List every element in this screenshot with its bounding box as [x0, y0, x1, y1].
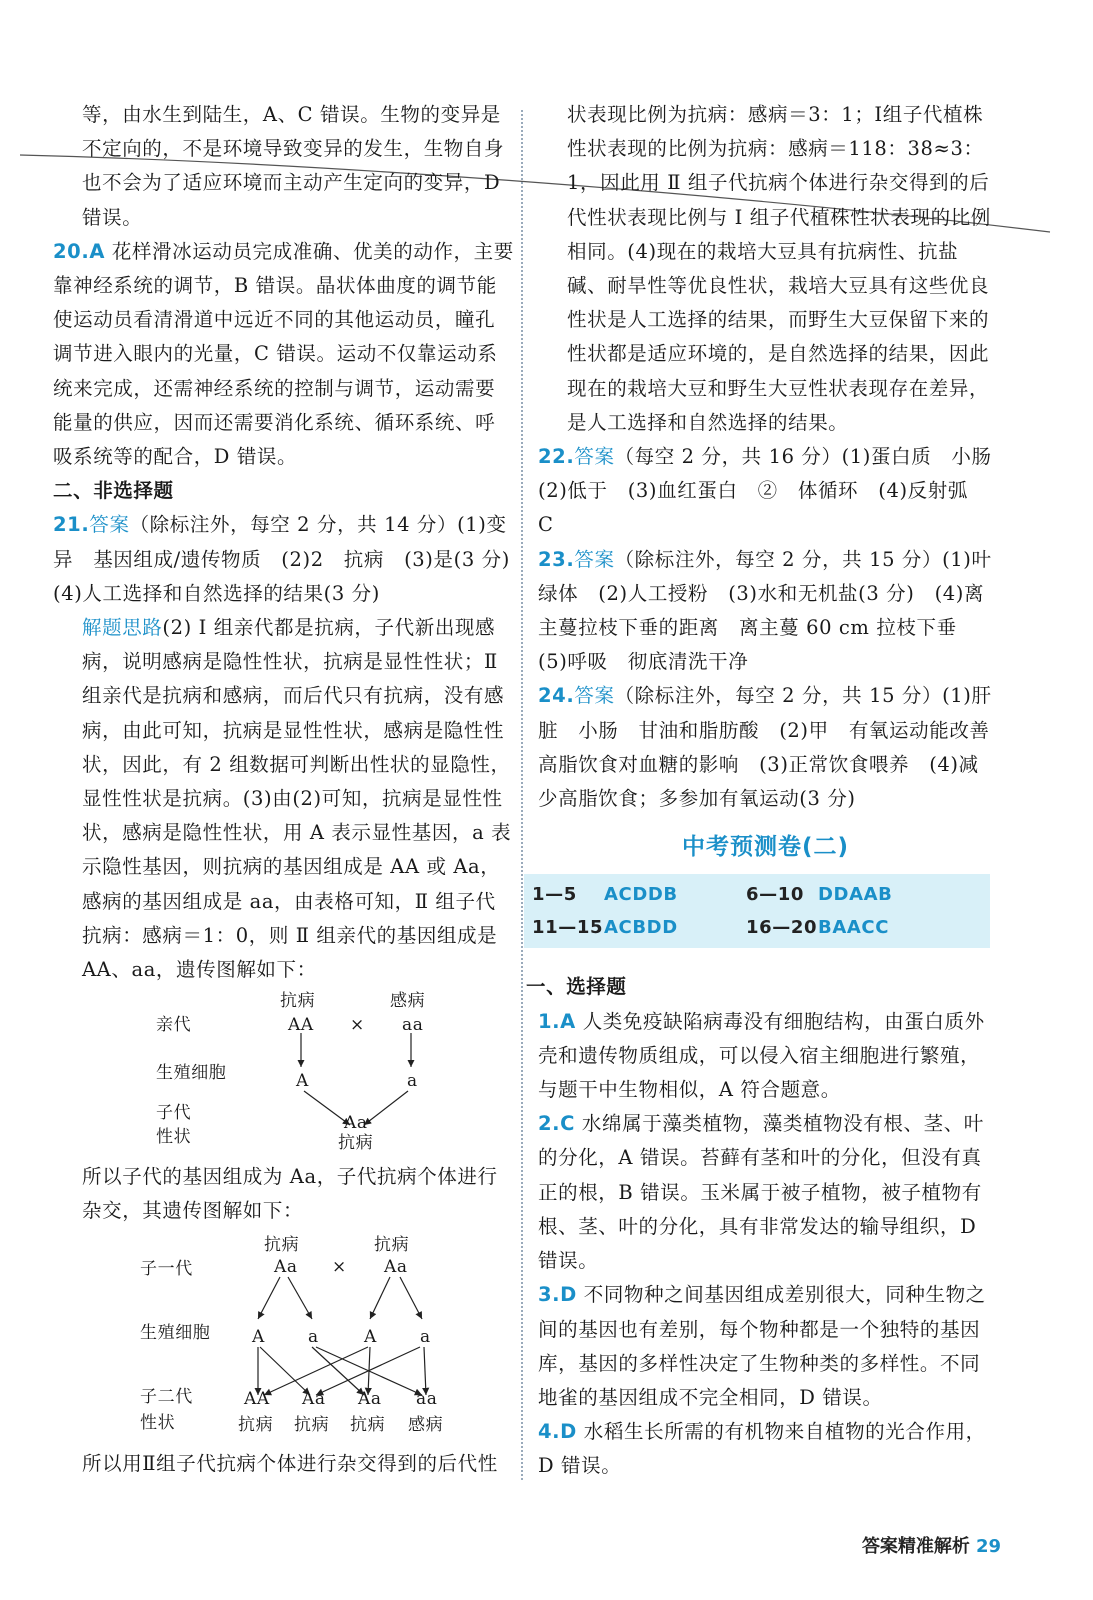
- question-text: （每空 2 分，共 16 分）(1)蛋白质 小肠 (2)低于 (3)血红蛋白 ② 体循环 (4)反射弧 C: [538, 445, 1012, 537]
- left-column: [53, 98, 531, 1481]
- question-text: （除标注外，每空 2 分，共 15 分）(1)肝脏 小肠 甘油和脂肪酸 (2)甲 有氧运动能改善高脂饮食对血糖的影响 (3)正常饮食喂养 (4)减少高脂饮食；多参加有氧运动(3 分): [538, 684, 992, 811]
- question-number: 20.A: [53, 239, 106, 263]
- cross-symbol: ×: [350, 1015, 365, 1036]
- question-2: [538, 1107, 993, 1278]
- question-23: [538, 543, 993, 680]
- paragraph: 状表现比例为抗病：感病＝3：1；Ⅰ组子代植株性状表现的比例为抗病：感病＝118：38≈3：1，因此用 Ⅱ 组子代抗病个体进行杂交得到的后代性状表现比例与 Ⅰ 组子代植株性状表现的比例相同。(4)现在的栽培大豆具有抗病性、抗盐碱、耐旱性等优良性状，栽培大豆具有这些优良性状是人工选择的结果，而野生大豆保留下来的性状都是适应环境的，是自然选择的结果，因此现在的栽培大豆和野生大豆性状表现存在差异，是人工选择和自然选择的结果。: [567, 103, 991, 434]
- question-21: [53, 508, 531, 611]
- question-1: [538, 1005, 993, 1108]
- answer-tag: 答案: [574, 684, 615, 708]
- question-text: 人类免疫缺陷病毒没有细胞结构，由蛋白质外壳和遗传物质组成，可以侵入宿主细胞进行繁殖，与题干中生物相似，A 符合题意。: [538, 1009, 985, 1102]
- question-number: 4.D: [538, 1420, 577, 1444]
- question-text: （除标注外，每空 2 分，共 15 分）(1)叶绿体 (2)人工授粉 (3)水和无机盐(3 分) (4)离主蔓拉枝下垂的距离 离主蔓 60 cm 拉枝下垂 (5)呼吸 彻底清洗干净: [538, 547, 992, 674]
- trait: 抗病: [338, 1133, 374, 1154]
- question-number: 22.: [538, 445, 575, 469]
- trait: 抗病: [280, 991, 316, 1012]
- row-label: 亲代: [156, 1015, 192, 1036]
- trait: 抗病: [294, 1414, 330, 1435]
- genotype: Aa: [384, 1256, 408, 1277]
- gamete: A: [364, 1326, 377, 1347]
- gamete: a: [407, 1071, 418, 1092]
- gamete: A: [252, 1326, 265, 1347]
- range: 16—20: [746, 917, 818, 939]
- trait: 抗病: [238, 1414, 274, 1435]
- row-label: 性状: [156, 1127, 192, 1148]
- answer-row: [532, 911, 982, 944]
- question-number: 2.C: [538, 1112, 576, 1136]
- question-3: [538, 1278, 993, 1415]
- section-heading: 二、非选择题: [53, 479, 174, 503]
- trait: 抗病: [264, 1234, 300, 1255]
- genotype: aa: [416, 1388, 438, 1409]
- row-label: 子二代: [140, 1386, 193, 1407]
- solution: [82, 611, 514, 987]
- trait: 感病: [408, 1414, 444, 1435]
- question-number: 3.D: [538, 1283, 577, 1307]
- genotype: aa: [402, 1015, 424, 1036]
- paragraph: 所以用Ⅱ组子代抗病个体进行杂交得到的后代性: [82, 1451, 498, 1475]
- cross-symbol: ×: [332, 1256, 347, 1277]
- trait: 抗病: [374, 1234, 410, 1255]
- page-footer: [862, 1532, 1001, 1558]
- question-24: [538, 679, 993, 816]
- answer-tag: 答案: [574, 445, 615, 469]
- answer-row: [532, 878, 982, 911]
- question-4: [538, 1415, 993, 1483]
- range: 11—15: [532, 917, 604, 939]
- answers: ACDDB: [604, 884, 678, 906]
- genotype: AA: [288, 1015, 314, 1036]
- paragraph: 等，由水生到陆生，A、C 错误。生物的变异是不定向的，不是环境导致变异的发生，生物自身也不会为了适应环境而主动产生定向的变异，D 错误。: [82, 103, 505, 229]
- question-number: 1.A: [538, 1009, 576, 1033]
- genetic-diagram-1: [82, 987, 514, 1152]
- question-number: 23.: [538, 547, 575, 571]
- question-number: 21.: [53, 513, 90, 537]
- question-number: 24.: [538, 684, 575, 708]
- row-label: 子一代: [140, 1258, 193, 1279]
- section-heading: 一、选择题: [526, 975, 627, 999]
- genotype: Aa: [274, 1256, 298, 1277]
- question-text: 不同物种之间基因组成差别很大，同种生物之间的基因也有差别，每个物种都是一个独特的基因库，基因的多样性决定了生物种类的多样性。不同地雀的基因组成不完全相同，D 错误。: [538, 1283, 986, 1409]
- gamete: A: [296, 1071, 309, 1092]
- question-text: （除标注外，每空 2 分，共 14 分）(1)变异 基因组成/遗传物质 (2)2 抗病 (3)是(3 分) (4)人工选择和自然选择的结果(3 分): [53, 513, 531, 605]
- answers: ACBDD: [604, 917, 678, 939]
- genotype: Aa: [344, 1113, 368, 1134]
- answer-tag: 答案: [574, 547, 615, 571]
- solution-tag: 解题思路: [82, 616, 163, 640]
- right-column: [526, 98, 1012, 1484]
- range: 1—5: [532, 884, 577, 906]
- question-text: 水绵属于藻类植物，藻类植物没有根、茎、叶的分化，A 错误。苔藓有茎和叶的分化，但没有真正的根，B 错误。玉米属于被子植物，被子植物有根、茎、叶的分化，具有非常发达的输导组织，D 错误。: [538, 1112, 984, 1273]
- answers: DDAAB: [818, 884, 893, 906]
- row-label: 子代: [156, 1103, 192, 1124]
- question-text: 花样滑冰运动员完成准确、优美的动作，主要靠神经系统的调节，B 错误。晶状体曲度的调节能使运动员看清滑道中远近不同的其他运动员，瞳孔调节进入眼内的光量，C 错误。运动不仅靠运动系统来完成，还需神经系统的控制与调节，运动需要能量的供应，因而还需要消化系统、循环系统、呼吸系统等的配合，D 错误。: [53, 239, 514, 469]
- answer-tag: 答案: [89, 513, 130, 537]
- trait: 感病: [390, 991, 426, 1012]
- genotype: Aa: [302, 1388, 326, 1409]
- exam-title: 中考预测卷(二): [681, 834, 850, 861]
- trait: 抗病: [350, 1414, 386, 1435]
- row-label: 生殖细胞: [140, 1322, 211, 1343]
- diagram-arrows: [82, 987, 514, 1152]
- range: 6—10: [746, 884, 804, 906]
- gamete: a: [420, 1326, 431, 1347]
- row-label: 生殖细胞: [156, 1063, 227, 1084]
- gamete: a: [308, 1326, 319, 1347]
- genetic-diagram-2: [82, 1229, 514, 1439]
- page-number: 29: [975, 1536, 1001, 1557]
- footer-label: 答案精准解析: [861, 1536, 970, 1557]
- question-20: [53, 235, 514, 474]
- question-22: [538, 440, 1012, 543]
- answer-key-table: [524, 874, 990, 948]
- solution-text: (2) Ⅰ 组亲代都是抗病，子代新出现感病，说明感病是隐性性状，抗病是显性性状；Ⅱ 组亲代是抗病和感病，而后代只有抗病，没有感病，由此可知，抗病是显性性状，感病是隐性性状，因此，有 2 组数据可判断出性状的显隐性，显性性状是抗病。(3)由(2)可知，抗病是显性性状，感病是隐性性状，用 A 表示显性基因，a 表示隐性基因，则抗病的基因组成是 AA 或 Aa，感病的基因组成是 aa，由表格可知，Ⅱ 组子代抗病：感病＝1：0，则 Ⅱ 组亲代的基因组成是 AA、aa，遗传图解如下：: [82, 616, 512, 982]
- genotype: AA: [244, 1388, 270, 1409]
- answers: BAACC: [818, 917, 890, 939]
- paragraph: 所以子代的基因组成为 Aa，子代抗病个体进行杂交，其遗传图解如下：: [82, 1165, 498, 1223]
- question-text: 水稻生长所需的有机物来自植物的光合作用，D 错误。: [538, 1420, 986, 1478]
- genotype: Aa: [358, 1388, 382, 1409]
- row-label: 性状: [140, 1412, 176, 1433]
- column-divider: [521, 110, 523, 1480]
